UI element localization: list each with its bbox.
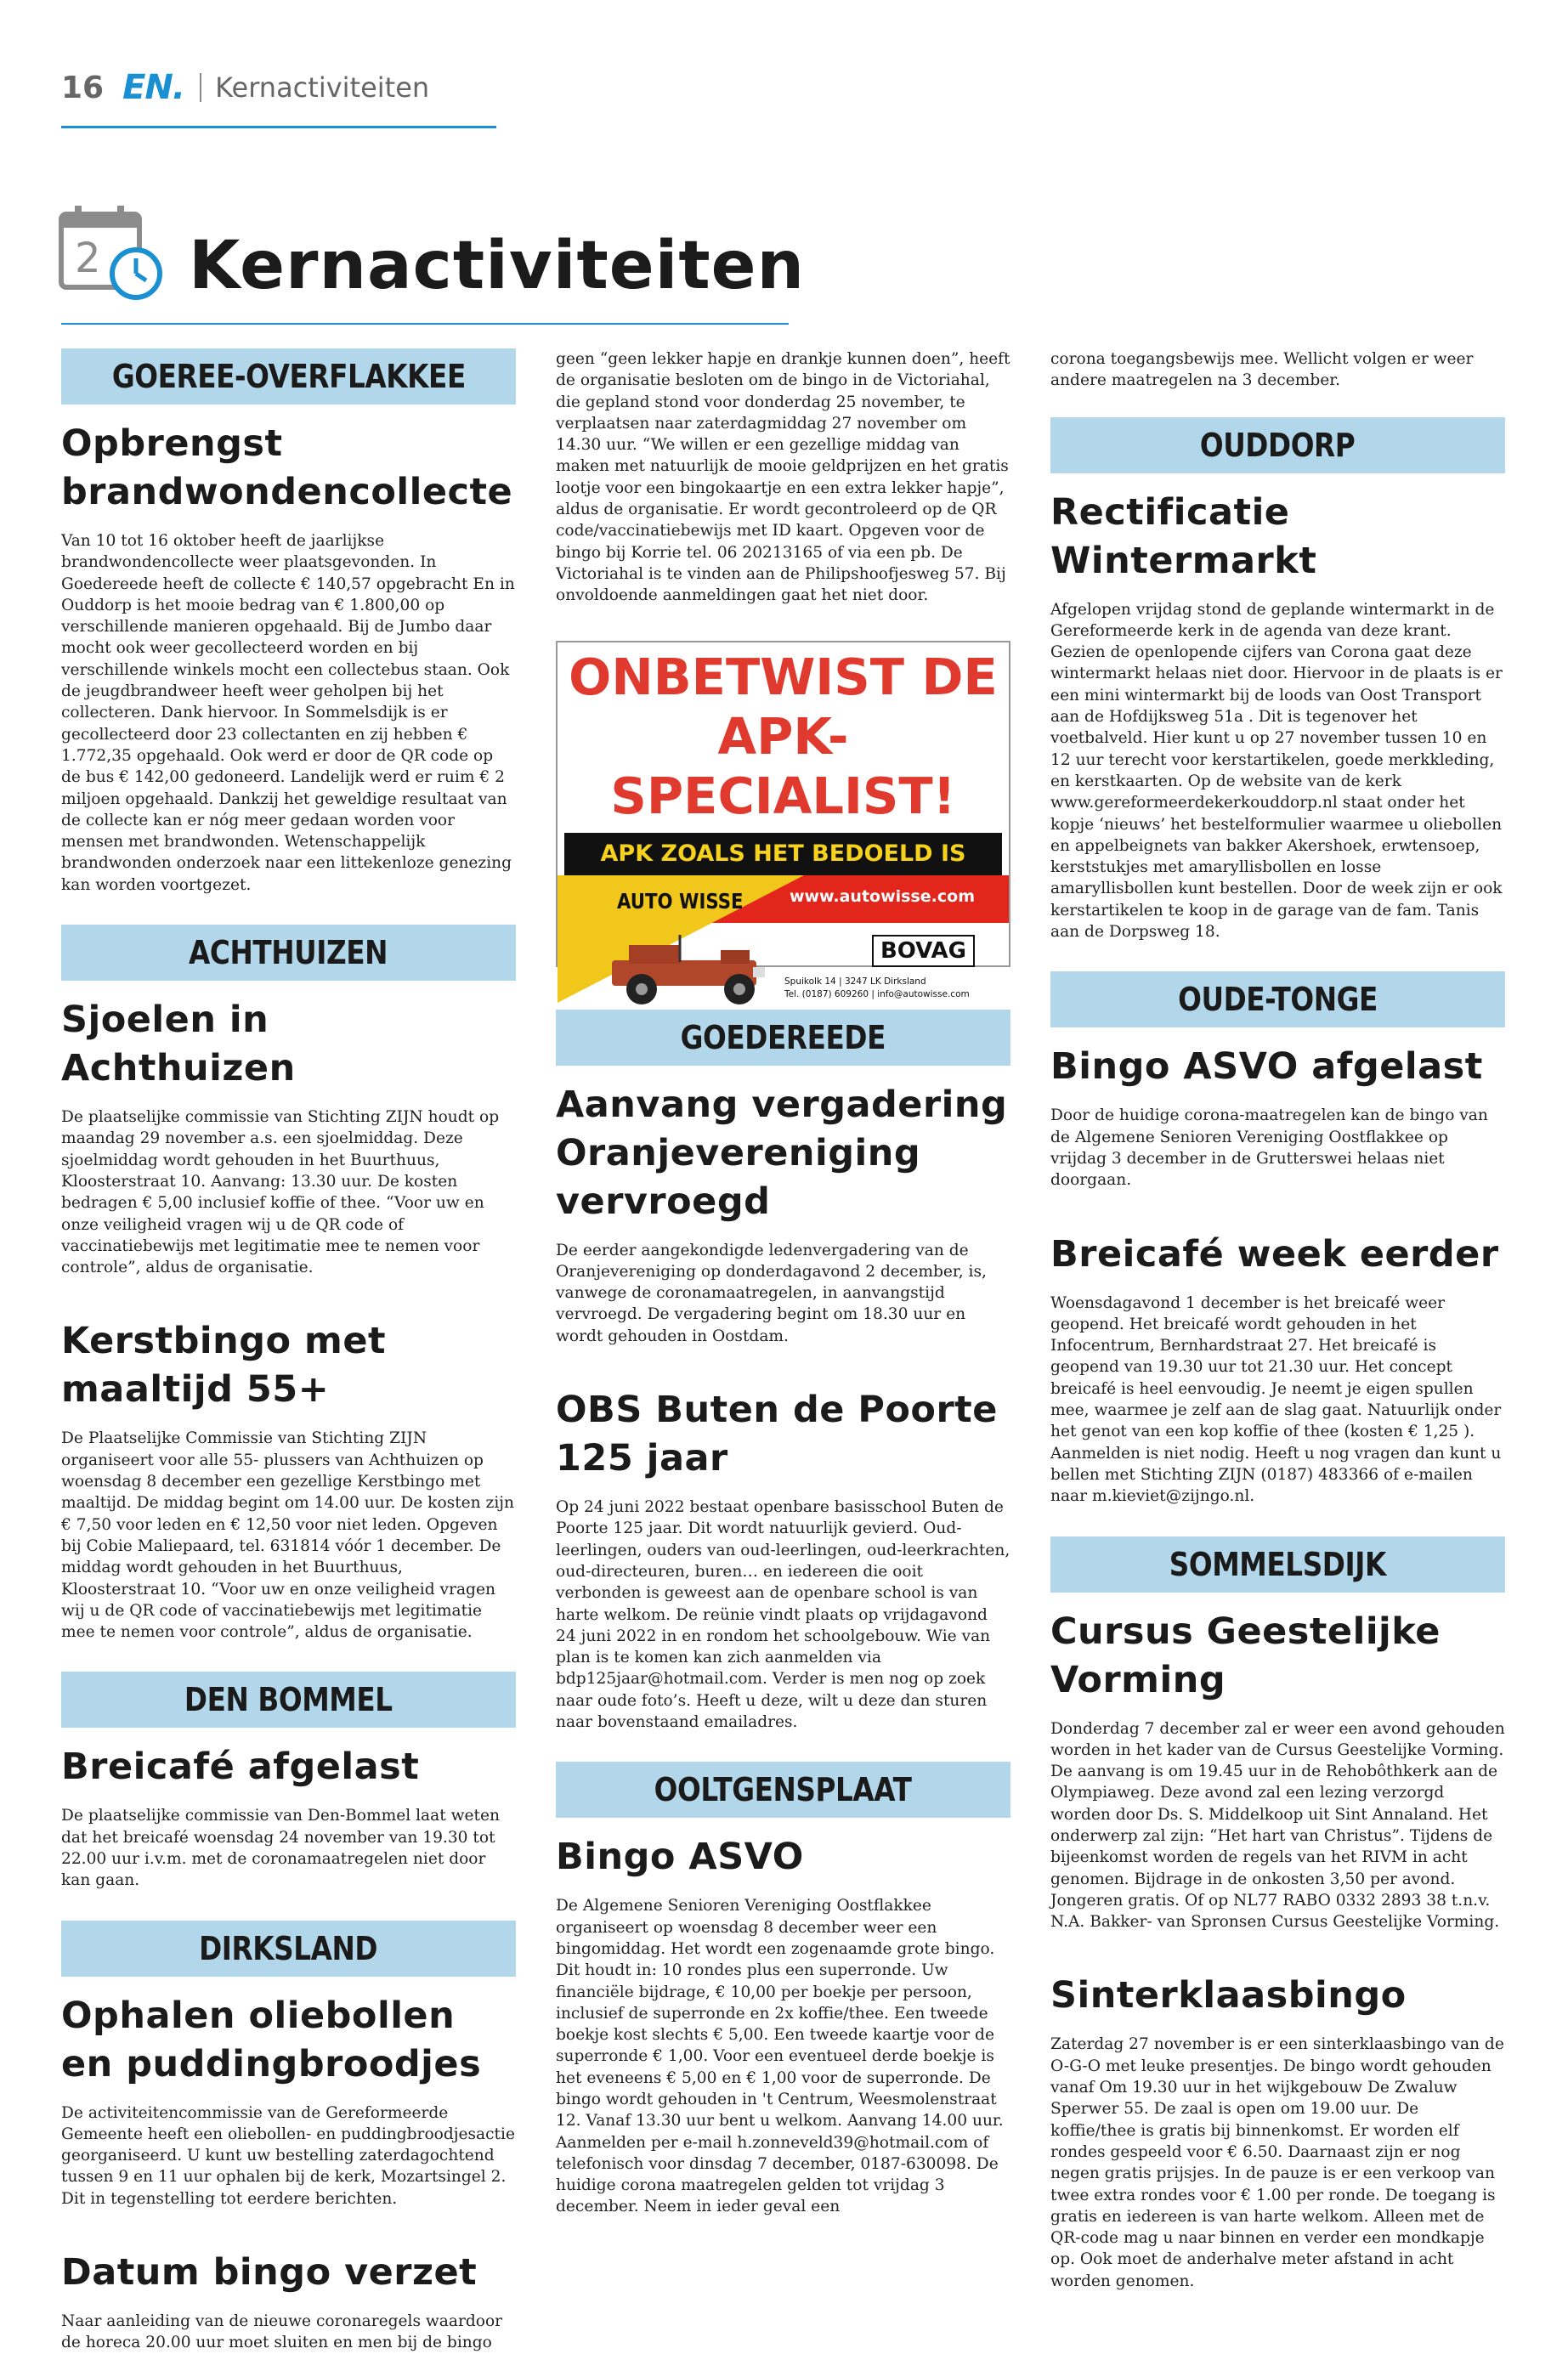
title-rule [61, 323, 789, 325]
ad-footer [558, 875, 1009, 1011]
article-title: Cursus Geestelijke Vorming [1050, 1610, 1441, 1701]
region-tag-goedereede: GOEDEREEDE [556, 1010, 1010, 1066]
column-2 [556, 348, 1010, 2218]
article-title: Rectificatie Wintermarkt [1050, 490, 1317, 582]
region-tag-ooltgensplaat: OOLTGENSPLAAT [556, 1762, 1010, 1818]
article-title: Ophalen oliebollen en puddingbroodjes [61, 1994, 482, 2085]
article-title: Opbrengst brandwondencollecte [61, 422, 513, 513]
svg-text:2: 2 [75, 235, 101, 282]
article-body: De Algemene Senioren Vereniging Oostflakkee organiseert op woensdag 8 december weer een bingomiddag. Het wordt een zogenaamde grote bingo. Dit houdt in: 10 rondes plus een superronde. Uw financiële bijdrage, € 10,00 per boekje per persoon, inclusief de superronde en 2x koffie/thee. Een tweede boekje kost slechts € 5,00. Een tweede kaartje voor de superronde € 1,00. Voor een eventueel derde boekje is het eveneens € 5,00 en € 1,00 voor de superronde. De bingo wordt gehouden in 't Centrum, Weesmolenstraat 12. Vanaf 13.30 uur bent u welkom. Aanvang 14.00 uur. Aanmelden per e-mail h.zonneveld39@hotmail.com of telefonisch voor dinsdag 7 december, 0187-630098. De huidige corona maatregelen gelden tot vrijdag 3 december. Neem in ieder geval een [556, 1897, 1004, 2216]
region-tag-ouddorp: OUDDORP [1050, 417, 1505, 473]
ad-website[interactable]: www.autowisse.com [789, 886, 975, 906]
header-section-title: Kernactiviteiten [215, 71, 430, 104]
article-body: Naar aanleiding van de nieuwe coronaregels waardoor de horeca 20.00 uur moet sluiten en men bij de bingo [61, 2312, 503, 2352]
region-tag-achthuizen: ACHTHUIZEN [61, 925, 516, 981]
page-number: 16 [61, 70, 105, 105]
ad-brand-name: AUTO WISSE [617, 888, 744, 914]
region-tag-sommelsdijk: SOMMELSDIJK [1050, 1536, 1505, 1593]
article-title: Bingo ASVO afgelast [1050, 1045, 1483, 1089]
article-title: Sjoelen in Achthuizen [61, 999, 296, 1090]
column-1 [61, 348, 516, 2354]
advertisement-auto-wisse[interactable] [556, 641, 1010, 999]
article-title: Breicafé afgelast [61, 1746, 420, 1789]
bovag-logo: BOVAG [872, 935, 975, 967]
column-3 [1050, 348, 1505, 2292]
article-title: Sinterklaasbingo [1050, 1974, 1407, 2017]
article-title: Kerstbingo met maaltijd 55+ [61, 1320, 387, 1412]
article-body: De eerder aangekondigde ledenvergadering van de Oranjevereniging op donderdagavond 2 december, is, vanwege de coronamaatregelen, in aanvangstijd vervroegd. De vergadering begint om 18.30 uur en wordt gehouden in Oostdam. [556, 1241, 987, 1345]
region-tag-oude-tonge: OUDE-TONGE [1050, 971, 1505, 1027]
article-body: De plaatselijke commissie van Stichting ZIJN houdt op maandag 29 november a.s. een sjoelmiddag. Deze sjoelmiddag wordt gehouden in het Buurthuus, Kloosterstraat 10. Aanvang: 13.30 uur. De kosten bedragen € 5,00 inclusief koffie of thee. “Voor uw en onze veiligheid vragen wij u de QR code of vaccinatiebewijs met legitimatie mee te nemen voor controle”, aldus de organisatie. [61, 1108, 500, 1277]
article-body: De plaatselijke commissie van Den-Bommel laat weten dat het breicafé woensdag 24 november van 19.30 tot 22.00 uur i.v.m. met de coronamaatregelen niet door kan gaan. [61, 1807, 500, 1890]
region-tag-dirksland: DIRKSLAND [61, 1921, 516, 1977]
article-body: Op 24 juni 2022 bestaat openbare basisschool Buten de Poorte 125 jaar. Dit wordt natuurlijk gevierd. Oud-leerlingen, ouders van oud-leerlingen, oud-leerkrachten, oud-directeuren, buren… en iedereen die ooit verbonden is geweest aan de openbare school is van harte welkom. De reünie vindt plaats op vrijdagavond 24 juni 2022 in en rondom het schoolgebouw. Wie van plan is te komen kan zich aanmelden via bdp125jaar@hotmail.com. Verder is men nog op zoek naar oude foto’s. Heeft u deze, wilt u deze dan sturen naar bovenstaand emailadres. [556, 1498, 1010, 1732]
article-body: Woensdagavond 1 december is het breicafé weer geopend. Het breicafé wordt gehouden in het Infocentrum, Bernhardstraat 27. Het breicafé is geopend van 19.30 uur tot 21.30 uur. Het concept breicafé is heel eenvoudig. Je neemt je eigen spullen mee, waarmee je zelf aan de slag gaat. Natuurlijk onder het genot van een kop koffie of thee (kosten € 1,25 ). Aanmelden is niet nodig. Heeft u nog vragen dan kunt u bellen met Stichting ZIJN (0187) 483366 of e-mailen naar m.kieviet@zijngo.nl. [1050, 1293, 1502, 1506]
ad-address: Spuikolk 14 | 3247 LK Dirksland Tel. (0187) 609260 | info@autowisse.com [784, 976, 970, 999]
article-body: Door de huidige corona-maatregelen kan de bingo van de Algemene Senioren Vereniging Oostflakkee op vrijdag 3 december in de Grutterswei helaas niet doorgaan. [1050, 1106, 1488, 1190]
ad-headline-2: APK-SPECIALIST! [610, 706, 956, 825]
article-body: De Plaatselijke Commissie van Stichting ZIJN organiseert voor alle 55- plussers van Achthuizen op woensdag 8 december een gezellige Kerstbingo met maaltijd. De middag begint om 14.00 uur. De kosten zijn € 7,50 voor leden en € 12,50 voor niet leden. Opgeven bij Cobie Maliepaard, tel. 631814 vóór 1 december. De middag wordt gehouden in het Buurthuus, Kloosterstraat 10. “Voor uw en onze veiligheid vragen wij u de QR code of vaccinatiebewijs met legitimatie mee te nemen voor controle”, aldus de organisatie. [61, 1429, 515, 1642]
ad-headline-1: ONBETWIST DE [569, 647, 998, 706]
article-title: Aanvang vergadering Oranjevereniging vervroegd [556, 1083, 1008, 1223]
article-title: Datum bingo verzet [61, 2251, 478, 2295]
ad-slogan: APK ZOALS HET BEDOELD IS [564, 833, 1002, 875]
region-tag-den-bommel: DEN BOMMEL [61, 1672, 516, 1728]
header-rule [61, 126, 496, 128]
article-continuation: corona toegangsbewijs mee. Wellicht volgen er weer andere maatregelen na 3 december. [1050, 350, 1474, 390]
region-tag-goeree-overflakkee: GOEREE-OVERFLAKKEE [61, 348, 516, 405]
article-body: Donderdag 7 december zal er weer een avond gehouden worden in het kader van de Cursus Geestelijke Vorming. De aanvang is om 19.45 uur in de Rehobôthkerk aan de Olympiaweg. Deze avond zal een lezing verzorgd worden door Ds. S. Middelkoop uit Sint Annaland. Het onderwerp zal zijn: “Het hart van Christus”. Tijdens de bijeenkomst worden de regels van het RIVM in acht genomen. Bijdrage in de onkosten 3,50 per avond. Jongeren gratis. Of op NL77 RABO 0332 2893 38 t.n.v. N.A. Bakker- van Spronsen Cursus Geestelijke Vorming. [1050, 1719, 1505, 1932]
header-divider [200, 73, 201, 102]
calendar-clock-icon [58, 204, 168, 304]
page-header [61, 66, 429, 109]
article-body: Van 10 tot 16 oktober heeft de jaarlijkse brandwondencollecte weer plaatsgevonden. In Goedereede heeft de collecte € 140,57 opgebracht En in Ouddorp is het mooie bedrag van € 1.800,00 op verschillende manieren opgehaald. Bij de Jumbo daar mocht ook weer gecollecteerd worden en bij verschillende winkels mocht een collectebus staan. Ook de jeugdbrandweer heeft weer geholpen bij het collecteren. Dank hiervoor. In Sommelsdijk is er gecollecteerd door 23 collectanten en zij hebben € 1.772,35 opgehaald. Ook werd er door de QR code op de bus € 142,00 gedoneerd. Landelijk werd er ruim € 2 miljoen opgehaald. Dankzij het geweldige resultaat van de collecte kan er nóg meer gedaan worden voor mensen met brandwonden. Wetenschappelijk brandwonden onderzoek naar een littekenloze genezing kan worden voortgezet. [61, 532, 515, 894]
article-body: De activiteitencommissie van de Gereformeerde Gemeente heeft een oliebollen- en puddingbroodjesactie georganiseerd. U kunt uw bestelling zaterdagochtend tussen 9 en 11 uur ophalen bij de kerk, Mozartsingel 2. Dit in tegenstelling tot eerdere berichten. [61, 2103, 515, 2208]
article-title: Breicafé week eerder [1050, 1232, 1499, 1276]
jeep-car-icon [569, 916, 807, 1010]
publication-logo: EN. [122, 68, 185, 107]
page-title: Kernactiviteiten [189, 228, 806, 304]
article-title: Bingo ASVO [556, 1836, 804, 1879]
article-title: OBS Buten de Poorte 125 jaar [556, 1389, 998, 1480]
article-body: Zaterdag 27 november is er een sinterklaasbingo van de O-G-O met leuke presentjes. De bingo wordt gehouden vanaf Om 19.30 uur in het wijkgebouw De Zwaluw Sperwer 55. De zaal is open om 19.00 uur. De koffie/thee is gratis bij binnenkomst. Er worden elf rondes gespeeld voor € 6.50. Daarnaast zijn er nog negen gratis prijsjes. In de pauze is er een verkoop van twee extra rondes voor € 1.00 per ronde. De toegang is gratis en iedereen is van harte welkom. Alleen met de QR-code mag u naar binnen en verder een mondkapje op. Ook moet de anderhalve meter afstand in acht worden genomen. [1050, 2035, 1504, 2290]
article-body: Afgelopen vrijdag stond de geplande wintermarkt in de Gereformeerde kerk in de agenda van deze krant. Gezien de openlopende cijfers van Corona gaat deze wintermarkt helaas niet door. Hiervoor in de plaats is er een mini wintermarkt bij de loods van Oost Transport aan de Hofdijksweg 51a . Dit is tegenover het voetbalveld. Hier kunt u op 27 november tussen 10 en 12 uur terecht voor kerstartikelen, goede merkkleding, en kerstkaarten. Op de website van de kerk www.gereformeerdekerkouddorp.nl staat onder het kopje ‘nieuws’ het bestelformulier waarmee u oliebollen en appelbeignets van bakker Akershoek, erwtensoep, kerststukjes met amaryllisbollen en losse amaryllisbollen kunt bestellen. Door de week zijn er ook kerstartikelen te koop in de garage van de fam. Tanis aan de Dorpsweg 18. [1050, 600, 1503, 942]
article-continuation: geen “geen lekker hapje en drankje kunnen doen”, heeft de organisatie besloten om de bingo in de Victoriahal, die gepland stond voor donderdag 25 november, te verplaatsen naar zaterdagmiddag 27 november om 14.30 uur. “We willen er een gezellige middag van maken met natuurlijk de mooie geldprijzen en het gratis lootje voor een bingokaartje en een extra lekker hapje”, aldus de organisatie. Er wordt gecontroleerd op de QR code/vaccinatiebewijs met ID kaart. Opgeven voor de bingo bij Korrie tel. 06 20213165 of via een pb. De Victoriahal is te vinden aan de Philipshoofjesweg 57. Bij onvoldoende aanmeldingen gaat het niet door. [556, 350, 1010, 605]
